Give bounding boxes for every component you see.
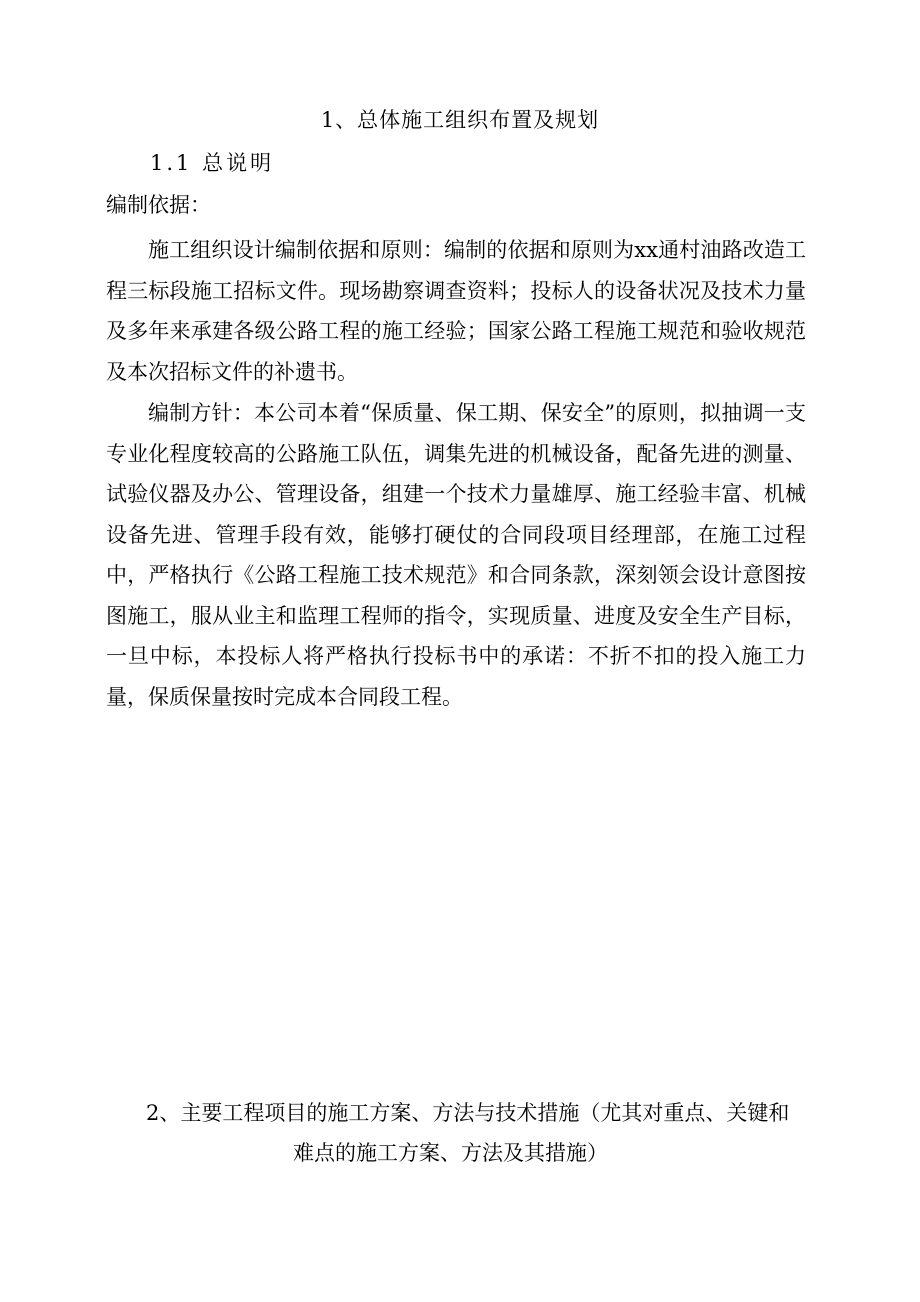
basis-paragraph: 施工组织设计编制依据和原则：编制的依据和原则为xx通村油路改造工程三标段施工招标文件。现场勘察调查资料；投标人的设备状况及技术力量及多年来承建各级公路工程的施工经验；国家公路工程施工规范和验收规范及本次招标文件的补遗书。 [106, 238, 806, 384]
policy-paragraph: 编制方针：本公司本着“保质量、保工期、保安全”的原则，拟抽调一支专业化程度较高的公路施工队伍，调集先进的机械设备，配备先进的测量、试验仪器及办公、管理设备，组建一个技术力量雄厚、施工经验丰富、机械设备先进、管理手段有效，能够打硬仗的合同段项目经理部，在施工过程中，严格执行《公路工程施工技术规范》和合同条款，深刻领会设计意图按图施工，服从业主和监理工程师的指令，实现质量、进度及安全生产目标，一旦中标，本投标人将严格执行投标书中的承诺：不折不扣的投入施工力量，保质保量按时完成本合同段工程。 [106, 401, 806, 709]
section-2-title [106, 1093, 816, 1173]
section-2-title-line-1: 2、主要工程项目的施工方案、方法与技术措施（尤其对重点、关键和 [146, 1101, 790, 1125]
section-2-title-line-2: 难点的施工方案、方法及其措施） [293, 1141, 608, 1165]
section-1-title: 1、总体施工组织布置及规划 [320, 108, 600, 132]
basis-label: 编制依据： [106, 193, 211, 217]
section-1-1-title: 1.1 总说明 [150, 151, 275, 175]
